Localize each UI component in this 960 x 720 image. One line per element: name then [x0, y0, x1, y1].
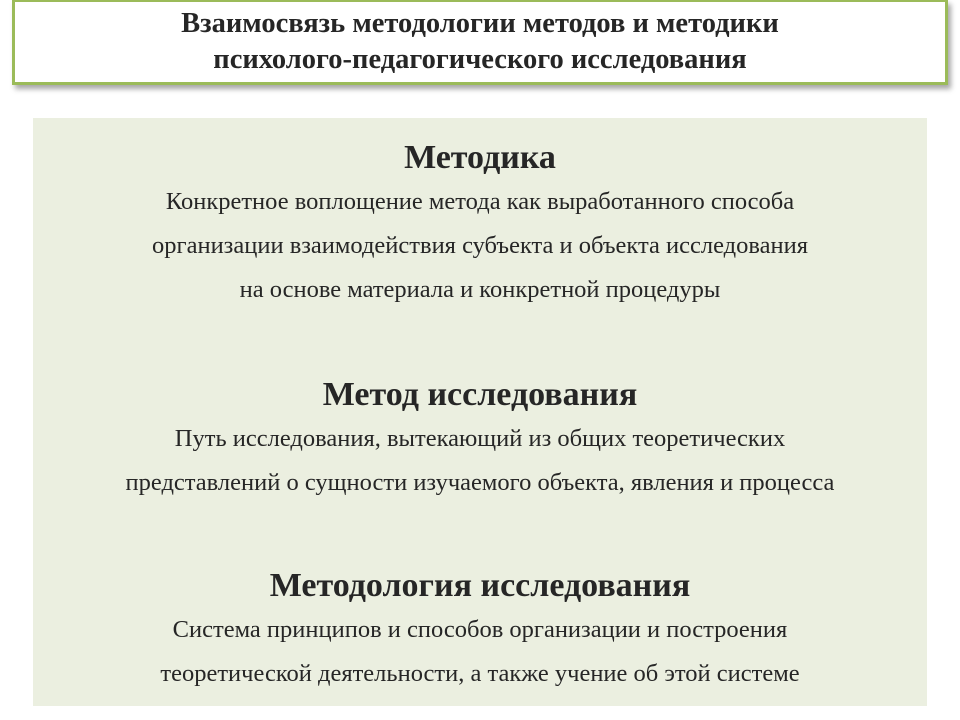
- section-text-line: Путь исследования, вытекающий из общих теоретических: [174, 425, 786, 452]
- section-heading: Метод исследования: [322, 376, 638, 413]
- section-text-line: Конкретное воплощение метода как выработанного способа: [165, 188, 795, 215]
- section-methodology: [33, 566, 927, 694]
- section-metodika: [33, 138, 927, 310]
- section-heading: Методика: [404, 139, 556, 176]
- section-method: [33, 375, 927, 503]
- title-line-2: психолого-педагогического исследования: [213, 44, 747, 75]
- section-text-line: организации взаимодействия субъекта и объекта исследования: [152, 232, 808, 259]
- title-line-1: Взаимосвязь методологии методов и методики: [181, 8, 779, 39]
- title-box: [12, 0, 948, 85]
- content-box: [33, 118, 927, 706]
- section-text-line: представлений о сущности изучаемого объекта, явления и процесса: [125, 469, 835, 496]
- section-heading: Методология исследования: [269, 567, 691, 604]
- section-text-line: теоретической деятельности, а также учение об этой системе: [160, 660, 800, 687]
- section-text-line: Система принципов и способов организации и построения: [172, 616, 788, 643]
- section-text-line: на основе материала и конкретной процедуры: [239, 276, 721, 303]
